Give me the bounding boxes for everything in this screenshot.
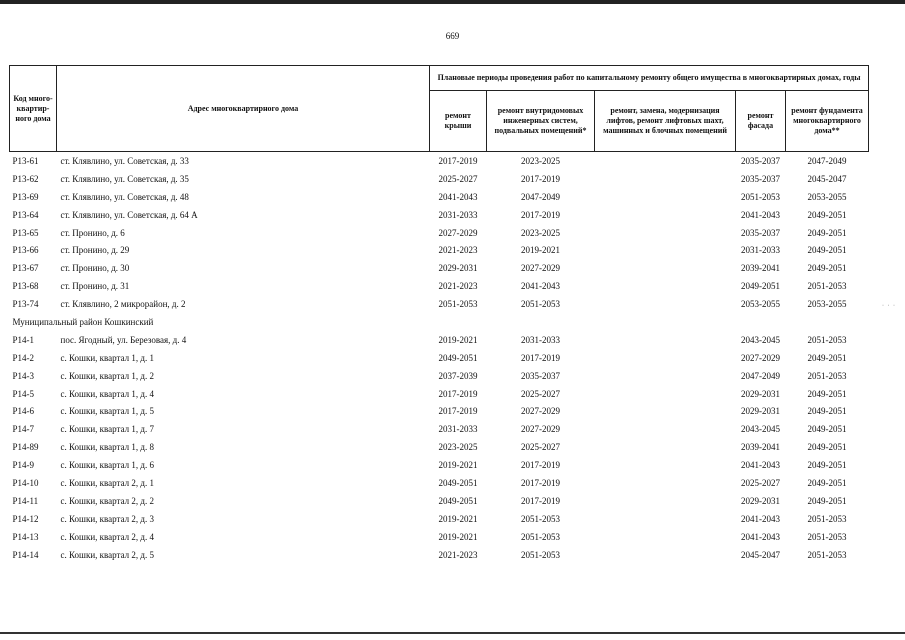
cell-facade-period: 2029-2031 bbox=[741, 388, 780, 399]
header-address: Адрес многоквартирного дома bbox=[57, 66, 430, 152]
cell-roof-period: 2025-2027 bbox=[438, 173, 478, 184]
cell-engineering-period: 2047-2049 bbox=[521, 191, 560, 202]
table-row bbox=[10, 510, 869, 528]
table-row bbox=[10, 206, 869, 224]
cell-roof-period: 2029-2031 bbox=[438, 263, 478, 274]
cell-address: с. Кошки, квартал 1, д. 5 bbox=[60, 406, 154, 417]
cell-elevators-period bbox=[595, 349, 736, 367]
header-facade-repair: ремонт фасада bbox=[736, 91, 786, 152]
cell-engineering-period: 2017-2019 bbox=[521, 495, 560, 506]
cell-foundation-period: 2051-2053 bbox=[807, 334, 847, 345]
header-foundation-repair: ремонт фундамента многоквартирного дома** bbox=[786, 91, 869, 152]
cell-foundation-period: 2049-2051 bbox=[807, 388, 847, 399]
cell-elevators-period bbox=[595, 385, 736, 403]
table-row bbox=[10, 367, 869, 385]
cell-foundation-period: 2049-2051 bbox=[807, 245, 847, 256]
cell-roof-period: 2017-2019 bbox=[438, 388, 478, 399]
table-row bbox=[10, 188, 869, 206]
cell-roof-period: 2019-2021 bbox=[438, 460, 478, 471]
cell-facade-period: 2025-2027 bbox=[741, 477, 780, 488]
cell-facade-period: 2031-2033 bbox=[741, 245, 780, 256]
cell-roof-period: 2049-2051 bbox=[438, 477, 478, 488]
table-row bbox=[10, 528, 869, 546]
cell-code: Р13-64 bbox=[12, 209, 39, 220]
cell-roof-period: 2017-2019 bbox=[438, 406, 478, 417]
cell-engineering-period: 2051-2053 bbox=[521, 513, 560, 524]
cell-elevators-period bbox=[595, 546, 736, 564]
bottom-rule bbox=[0, 632, 905, 634]
table-row bbox=[10, 546, 869, 564]
cell-engineering-period: 2025-2027 bbox=[521, 442, 560, 453]
cell-address: с. Кошки, квартал 1, д. 7 bbox=[60, 424, 154, 435]
cell-roof-period: 2031-2033 bbox=[438, 209, 478, 220]
cell-foundation-period: 2047-2049 bbox=[807, 155, 847, 166]
cell-elevators-period bbox=[595, 295, 736, 313]
cell-code: Р13-69 bbox=[12, 191, 39, 202]
cell-address: ст. Пронино, д. 30 bbox=[60, 263, 130, 274]
cell-facade-period: 2029-2031 bbox=[741, 495, 780, 506]
cell-code: Р14-12 bbox=[12, 513, 39, 524]
cell-facade-period: 2047-2049 bbox=[741, 370, 780, 381]
cell-address: с. Кошки, квартал 2, д. 2 bbox=[60, 495, 154, 506]
cell-roof-period: 2021-2023 bbox=[438, 281, 478, 292]
table-row bbox=[10, 420, 869, 438]
cell-address: с. Кошки, квартал 2, д. 5 bbox=[60, 549, 154, 560]
top-rule bbox=[0, 0, 905, 4]
header-roof-repair: ремонт крыши bbox=[430, 91, 487, 152]
cell-elevators-period bbox=[595, 241, 736, 259]
cell-engineering-period: 2027-2029 bbox=[521, 263, 560, 274]
cell-roof-period: 2041-2043 bbox=[438, 191, 478, 202]
cell-code: Р14-10 bbox=[12, 477, 39, 488]
cell-roof-period: 2027-2029 bbox=[438, 227, 478, 238]
cell-address: с. Кошки, квартал 1, д. 6 bbox=[60, 460, 154, 471]
district-name: Муниципальный район Кошкинский bbox=[12, 316, 154, 327]
table-row bbox=[10, 438, 869, 456]
cell-facade-period: 2029-2031 bbox=[741, 406, 780, 417]
cell-engineering-period: 2027-2029 bbox=[521, 406, 560, 417]
cell-elevators-period bbox=[595, 259, 736, 277]
capital-repair-table bbox=[9, 65, 869, 563]
cell-foundation-period: 2053-2055 bbox=[807, 299, 847, 310]
cell-engineering-period: 2051-2053 bbox=[521, 299, 560, 310]
table-row bbox=[10, 295, 869, 313]
cell-facade-period: 2027-2029 bbox=[741, 352, 780, 363]
cell-code: Р14-11 bbox=[12, 495, 39, 506]
cell-elevators-period bbox=[595, 206, 736, 224]
cell-foundation-period: 2049-2051 bbox=[807, 442, 847, 453]
cell-foundation-period: 2051-2053 bbox=[807, 281, 847, 292]
table-row bbox=[10, 331, 869, 349]
cell-foundation-period: 2051-2053 bbox=[807, 531, 847, 542]
cell-engineering-period: 2017-2019 bbox=[521, 173, 560, 184]
table-row bbox=[10, 385, 869, 403]
header-planned-periods: Плановые периоды проведения работ по капитальному ремонту общего имущества в многоквартирных домах, годы bbox=[430, 66, 869, 91]
table-row bbox=[10, 170, 869, 188]
table-row bbox=[10, 492, 869, 510]
header-engineering-systems: ремонт внутридомовых инженерных систем, подвальных помещений* bbox=[487, 91, 595, 152]
cell-code: Р14-89 bbox=[12, 442, 39, 453]
cell-foundation-period: 2051-2053 bbox=[807, 370, 847, 381]
cell-elevators-period bbox=[595, 170, 736, 188]
cell-engineering-period: 2017-2019 bbox=[521, 477, 560, 488]
cell-elevators-period bbox=[595, 331, 736, 349]
cell-address: ст. Пронино, д. 29 bbox=[60, 245, 130, 256]
cell-address: с. Кошки, квартал 2, д. 1 bbox=[60, 477, 154, 488]
cell-facade-period: 2041-2043 bbox=[741, 209, 780, 220]
cell-facade-period: 2043-2045 bbox=[741, 424, 780, 435]
cell-code: Р13-66 bbox=[12, 245, 39, 256]
cell-code: Р13-65 bbox=[12, 227, 39, 238]
cell-elevators-period bbox=[595, 277, 736, 295]
cell-roof-period: 2021-2023 bbox=[438, 549, 478, 560]
cell-roof-period: 2021-2023 bbox=[438, 245, 478, 256]
cell-foundation-period: 2049-2051 bbox=[807, 477, 847, 488]
cell-engineering-period: 2023-2025 bbox=[521, 227, 560, 238]
cell-roof-period: 2037-2039 bbox=[438, 370, 478, 381]
cell-foundation-period: 2051-2053 bbox=[807, 549, 847, 560]
cell-code: Р14-14 bbox=[12, 549, 39, 560]
cell-code: Р14-7 bbox=[12, 424, 35, 435]
table-row bbox=[10, 152, 869, 170]
cell-elevators-period bbox=[595, 402, 736, 420]
cell-elevators-period bbox=[595, 188, 736, 206]
cell-facade-period: 2045-2047 bbox=[741, 549, 780, 560]
cell-facade-period: 2051-2053 bbox=[741, 191, 780, 202]
cell-foundation-period: 2049-2051 bbox=[807, 424, 847, 435]
cell-foundation-period: 2049-2051 bbox=[807, 209, 847, 220]
table-row bbox=[10, 241, 869, 259]
cell-elevators-period bbox=[595, 492, 736, 510]
cell-engineering-period: 2017-2019 bbox=[521, 209, 560, 220]
cell-engineering-period: 2041-2043 bbox=[521, 281, 560, 292]
cell-foundation-period: 2049-2051 bbox=[807, 352, 847, 363]
cell-engineering-period: 2017-2019 bbox=[521, 352, 560, 363]
cell-facade-period: 2035-2037 bbox=[741, 227, 780, 238]
cell-facade-period: 2041-2043 bbox=[741, 531, 780, 542]
cell-code: Р14-5 bbox=[12, 388, 35, 399]
cell-code: Р14-3 bbox=[12, 370, 35, 381]
cell-facade-period: 2039-2041 bbox=[741, 263, 780, 274]
scan-edge-mark: · · · bbox=[882, 303, 896, 309]
cell-code: Р13-67 bbox=[12, 263, 39, 274]
cell-elevators-period bbox=[595, 438, 736, 456]
cell-elevators-period bbox=[595, 474, 736, 492]
table-row bbox=[10, 224, 869, 242]
cell-address: ст. Клявлино, ул. Советская, д. 33 bbox=[60, 155, 189, 166]
cell-engineering-period: 2051-2053 bbox=[521, 531, 560, 542]
cell-address: с. Кошки, квартал 1, д. 4 bbox=[60, 388, 154, 399]
cell-code: Р14-13 bbox=[12, 531, 39, 542]
cell-elevators-period bbox=[595, 420, 736, 438]
cell-facade-period: 2043-2045 bbox=[741, 334, 780, 345]
table-row bbox=[10, 349, 869, 367]
cell-foundation-period: 2049-2051 bbox=[807, 495, 847, 506]
cell-facade-period: 2039-2041 bbox=[741, 442, 780, 453]
cell-code: Р13-61 bbox=[12, 155, 39, 166]
cell-address: ст. Пронино, д. 6 bbox=[60, 227, 125, 238]
cell-address: с. Кошки, квартал 1, д. 2 bbox=[60, 370, 154, 381]
cell-engineering-period: 2051-2053 bbox=[521, 549, 560, 560]
cell-address: ст. Клявлино, ул. Советская, д. 64 А bbox=[60, 209, 198, 220]
header-code: Код много-квартир-ного дома bbox=[10, 66, 57, 152]
cell-roof-period: 2017-2019 bbox=[438, 155, 478, 166]
cell-facade-period: 2049-2051 bbox=[741, 281, 780, 292]
cell-elevators-period bbox=[595, 528, 736, 546]
cell-facade-period: 2053-2055 bbox=[741, 299, 780, 310]
table-body bbox=[10, 152, 869, 564]
cell-address: ст. Клявлино, 2 микрорайон, д. 2 bbox=[60, 299, 186, 310]
cell-address: ст. Клявлино, ул. Советская, д. 35 bbox=[60, 173, 189, 184]
cell-elevators-period bbox=[595, 152, 736, 170]
cell-foundation-period: 2051-2053 bbox=[807, 513, 847, 524]
table-row bbox=[10, 259, 869, 277]
cell-engineering-period: 2035-2037 bbox=[521, 370, 560, 381]
cell-engineering-period: 2023-2025 bbox=[521, 155, 560, 166]
header-elevators: ремонт, замена, модернизация лифтов, ремонт лифтовых шахт, машинных и блочных помещений bbox=[595, 91, 736, 152]
cell-engineering-period: 2019-2021 bbox=[521, 245, 560, 256]
district-row bbox=[10, 313, 869, 331]
cell-address: с. Кошки, квартал 2, д. 3 bbox=[60, 513, 154, 524]
cell-roof-period: 2049-2051 bbox=[438, 495, 478, 506]
cell-engineering-period: 2031-2033 bbox=[521, 334, 560, 345]
cell-foundation-period: 2049-2051 bbox=[807, 227, 847, 238]
cell-address: с. Кошки, квартал 1, д. 8 bbox=[60, 442, 154, 453]
cell-foundation-period: 2049-2051 bbox=[807, 406, 847, 417]
cell-roof-period: 2019-2021 bbox=[438, 334, 478, 345]
cell-elevators-period bbox=[595, 224, 736, 242]
cell-code: Р13-74 bbox=[12, 299, 39, 310]
cell-elevators-period bbox=[595, 367, 736, 385]
cell-foundation-period: 2053-2055 bbox=[807, 191, 847, 202]
cell-engineering-period: 2027-2029 bbox=[521, 424, 560, 435]
cell-roof-period: 2049-2051 bbox=[438, 352, 478, 363]
table-row bbox=[10, 456, 869, 474]
cell-facade-period: 2041-2043 bbox=[741, 460, 780, 471]
cell-engineering-period: 2017-2019 bbox=[521, 460, 560, 471]
cell-roof-period: 2019-2021 bbox=[438, 513, 478, 524]
cell-address: пос. Ягодный, ул. Березовая, д. 4 bbox=[60, 334, 187, 345]
cell-roof-period: 2051-2053 bbox=[438, 299, 478, 310]
cell-elevators-period bbox=[595, 456, 736, 474]
cell-code: Р14-9 bbox=[12, 460, 35, 471]
table-row bbox=[10, 474, 869, 492]
cell-roof-period: 2019-2021 bbox=[438, 531, 478, 542]
cell-engineering-period: 2025-2027 bbox=[521, 388, 560, 399]
cell-roof-period: 2031-2033 bbox=[438, 424, 478, 435]
cell-address: ст. Клявлино, ул. Советская, д. 48 bbox=[60, 191, 189, 202]
cell-code: Р14-2 bbox=[12, 352, 35, 363]
cell-address: с. Кошки, квартал 2, д. 4 bbox=[60, 531, 154, 542]
table-row bbox=[10, 402, 869, 420]
cell-elevators-period bbox=[595, 510, 736, 528]
cell-foundation-period: 2049-2051 bbox=[807, 460, 847, 471]
cell-foundation-period: 2045-2047 bbox=[807, 173, 847, 184]
cell-roof-period: 2023-2025 bbox=[438, 442, 478, 453]
cell-code: Р14-1 bbox=[12, 334, 35, 345]
cell-code: Р13-62 bbox=[12, 173, 39, 184]
page-number: 669 bbox=[445, 31, 460, 41]
cell-facade-period: 2035-2037 bbox=[741, 173, 780, 184]
cell-address: ст. Пронино, д. 31 bbox=[60, 281, 130, 292]
cell-code: Р14-6 bbox=[12, 406, 35, 417]
cell-facade-period: 2041-2043 bbox=[741, 513, 780, 524]
cell-foundation-period: 2049-2051 bbox=[807, 263, 847, 274]
table-row bbox=[10, 277, 869, 295]
cell-facade-period: 2035-2037 bbox=[741, 155, 780, 166]
cell-code: Р13-68 bbox=[12, 281, 39, 292]
cell-address: с. Кошки, квартал 1, д. 1 bbox=[60, 352, 154, 363]
